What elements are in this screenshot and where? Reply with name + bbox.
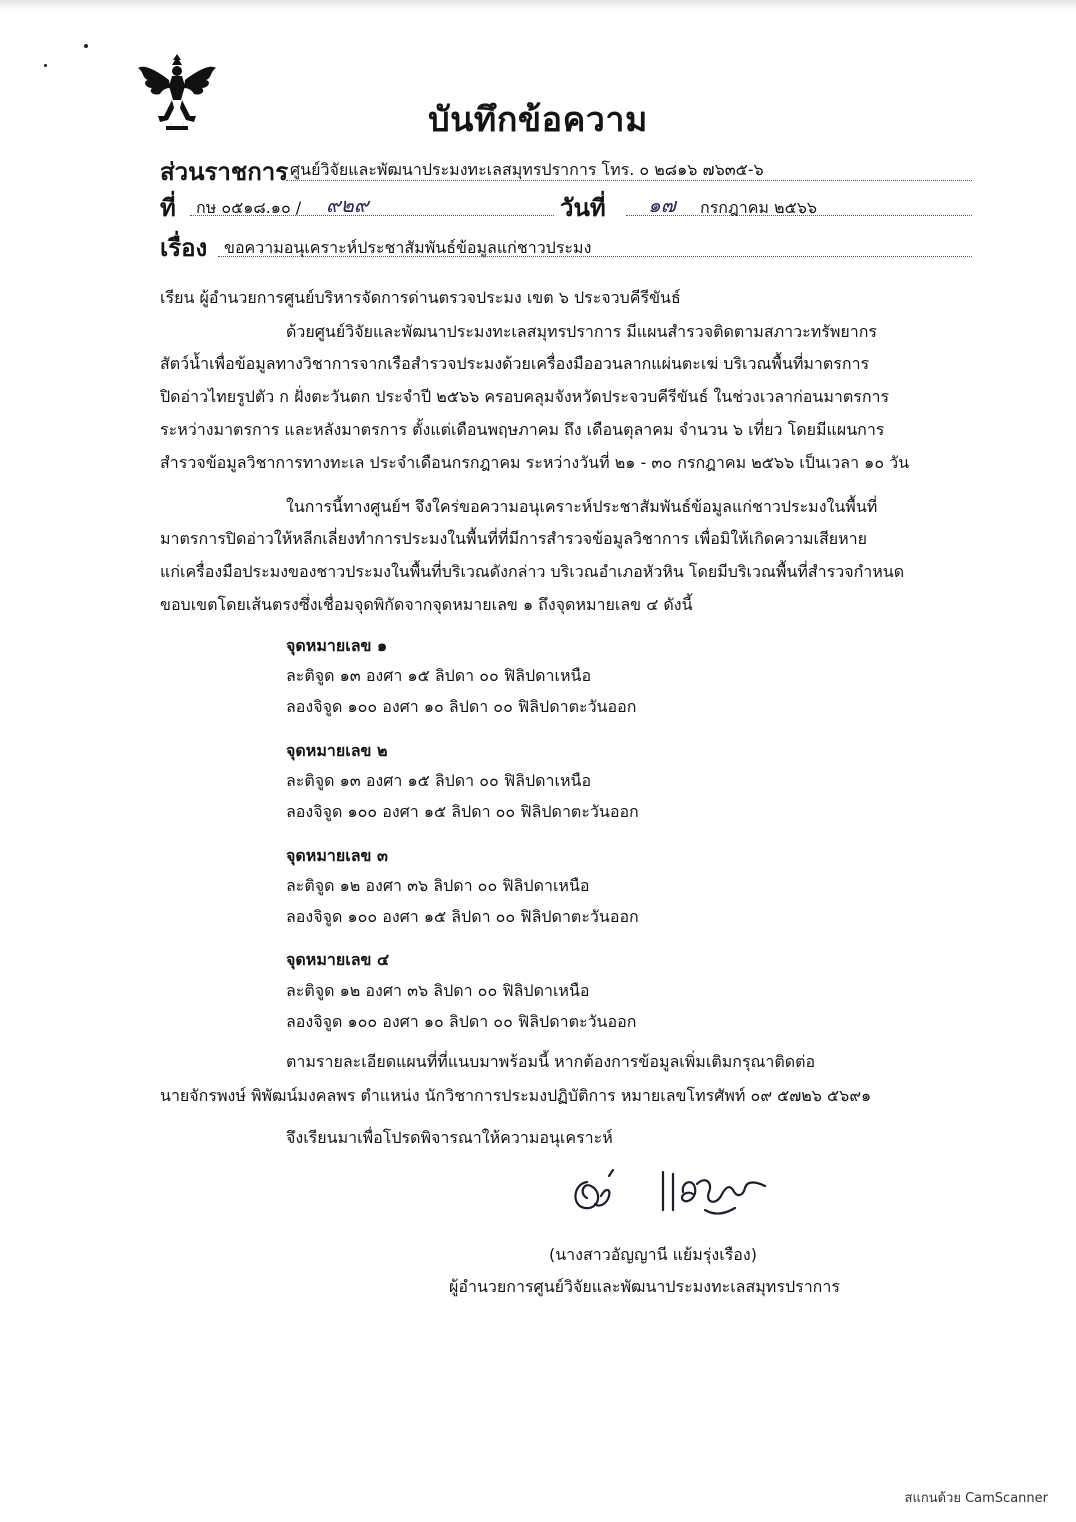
to-line: เรียน ผู้อำนวยการศูนย์บริหารจัดการด่านตรวจประมง เขต ๖ ประจวบคีรีขันธ์: [160, 288, 681, 307]
paragraph2-line: ขอบเขตโดยเส้นตรงซึ่งเชื่อมจุดพิกัดจากจุดหมายเลข ๑ ถึงจุดหมายเลข ๔ ดังนี้: [160, 595, 693, 614]
subject-dotted-line: [218, 256, 972, 257]
reference-label: ที่: [160, 194, 176, 222]
paragraph3-line: ตามรายละเอียดแผนที่ที่แนบมาพร้อมนี้ หากต้องการข้อมูลเพิ่มเติมกรุณาติดต่อ: [286, 1052, 816, 1071]
paragraph1-line: สัตว์น้ำเพื่อข้อมูลทางวิชาการจากเรือสำรวจประมงด้วยเครื่องมืออวนลากแผ่นตะเฆ่ บริเวณพื้นที่มาตรการ: [160, 354, 870, 373]
camscanner-footer: สแกนด้วย CamScanner: [904, 1491, 1048, 1506]
paragraph2-line: มาตรการปิดอ่าวให้หลีกเลี่ยงทำการประมงในพื้นที่ที่มีการสำรวจข้อมูลวิชาการ เพื่อมิให้เกิดความเสียหาย: [160, 529, 867, 548]
agency-value: ศูนย์วิจัยและพัฒนาประมงทะเลสมุทรปราการ โทร. ๐ ๒๘๑๖ ๗๖๓๕-๖: [290, 160, 764, 179]
scan-speck: [84, 44, 88, 48]
memo-title: บันทึกข้อความ: [428, 100, 648, 140]
reference-number-handwritten: ๙๒๙: [326, 193, 369, 217]
scan-speck: [44, 64, 47, 67]
date-month-year: กรกฎาคม ๒๕๖๖: [700, 198, 817, 217]
point-longitude: ลองจิจูด ๑๐๐ องศา ๑๐ ลิปดา ๐๐ ฟิลิปดาตะวันออก: [286, 1012, 637, 1031]
point-latitude: ละติจูด ๑๓ องศา ๑๕ ลิปดา ๐๐ ฟิลิปดาเหนือ: [286, 771, 592, 790]
scan-edge-shadow: [0, 0, 1076, 10]
paragraph1-line: ระหว่างมาตรการ และหลังมาตรการ ตั้งแต่เดือนพฤษภาคม ถึง เดือนตุลาคม จำนวน ๖ เที่ยว โดยมีแผนการ: [160, 420, 885, 439]
paragraph1-line: ด้วยศูนย์วิจัยและพัฒนาประมงทะเลสมุทรปราการ มีแผนสำรวจติดตามสภาวะทรัพยากร: [286, 322, 878, 341]
paragraph2-line: ในการนี้ทางศูนย์ฯ จึงใคร่ขอความอนุเคราะห์ประชาสัมพันธ์ข้อมูลแก่ชาวประมงในพื้นที่: [286, 497, 878, 516]
point-title: จุดหมายเลข ๔: [286, 950, 390, 969]
point-latitude: ละติจูด ๑๒ องศา ๓๖ ลิปดา ๐๐ ฟิลิปดาเหนือ: [286, 981, 590, 1000]
handwritten-signature: [565, 1162, 785, 1232]
subject-label: เรื่อง: [160, 234, 208, 262]
point-title: จุดหมายเลข ๒: [286, 741, 388, 760]
agency-label: ส่วนราชการ: [160, 158, 289, 186]
paragraph1-line: ปิดอ่าวไทยรูปตัว ก ฝั่งตะวันตก ประจำปี ๒๕๖๖ ครอบคลุมจังหวัดประจวบคีรีขันธ์ ในช่วงเวลาก่อนมาตรการ: [160, 387, 890, 406]
closing-line: จึงเรียนมาเพื่อโปรดพิจารณาให้ความอนุเคราะห์: [286, 1128, 613, 1147]
agency-dotted-line: [286, 180, 972, 181]
point-latitude: ละติจูด ๑๓ องศา ๑๕ ลิปดา ๐๐ ฟิลิปดาเหนือ: [286, 666, 592, 685]
signer-name: (นางสาวอัญญานี แย้มรุ่งเรือง): [549, 1245, 757, 1264]
reference-value: กษ ๐๕๑๘.๑๐ /: [196, 198, 302, 217]
paragraph3-line: นายจักรพงษ์ พิพัฒน์มงคลพร ตำแหน่ง นักวิชาการประมงปฏิบัติการ หมายเลขโทรศัพท์ ๐๙ ๕๗๒๖ ๕๖๙๑: [160, 1086, 872, 1105]
point-longitude: ลองจิจูด ๑๐๐ องศา ๑๕ ลิปดา ๐๐ ฟิลิปดาตะวันออก: [286, 907, 639, 926]
signer-position: ผู้อำนวยการศูนย์วิจัยและพัฒนาประมงทะเลสมุทรปราการ: [449, 1277, 840, 1296]
paragraph2-line: แก่เครื่องมือประมงของชาวประมงในพื้นที่บริเวณดังกล่าว บริเวณอำเภอหัวหิน โดยมีบริเวณพื้นที่สำรวจกำหนด: [160, 562, 905, 581]
date-label: วันที่: [560, 194, 606, 222]
point-longitude: ลองจิจูด ๑๐๐ องศา ๑๕ ลิปดา ๐๐ ฟิลิปดาตะวันออก: [286, 802, 639, 821]
paragraph1-line: สำรวจข้อมูลวิชาการทางทะเล ประจำเดือนกรกฎาคม ระหว่างวันที่ ๒๑ - ๓๐ กรกฎาคม ๒๕๖๖ เป็นเวลา ๑๐ วัน: [160, 453, 910, 472]
date-dotted-line: [626, 215, 972, 216]
reference-dotted-line: [190, 215, 554, 216]
point-title: จุดหมายเลข ๓: [286, 846, 388, 865]
point-longitude: ลองจิจูด ๑๐๐ องศา ๑๐ ลิปดา ๐๐ ฟิลิปดาตะวันออก: [286, 697, 637, 716]
date-day-handwritten: ๑๗: [648, 193, 676, 217]
point-latitude: ละติจูด ๑๒ องศา ๓๖ ลิปดา ๐๐ ฟิลิปดาเหนือ: [286, 876, 590, 895]
point-title: จุดหมายเลข ๑: [286, 636, 388, 655]
subject-value: ขอความอนุเคราะห์ประชาสัมพันธ์ข้อมูลแก่ชาวประมง: [224, 238, 592, 257]
